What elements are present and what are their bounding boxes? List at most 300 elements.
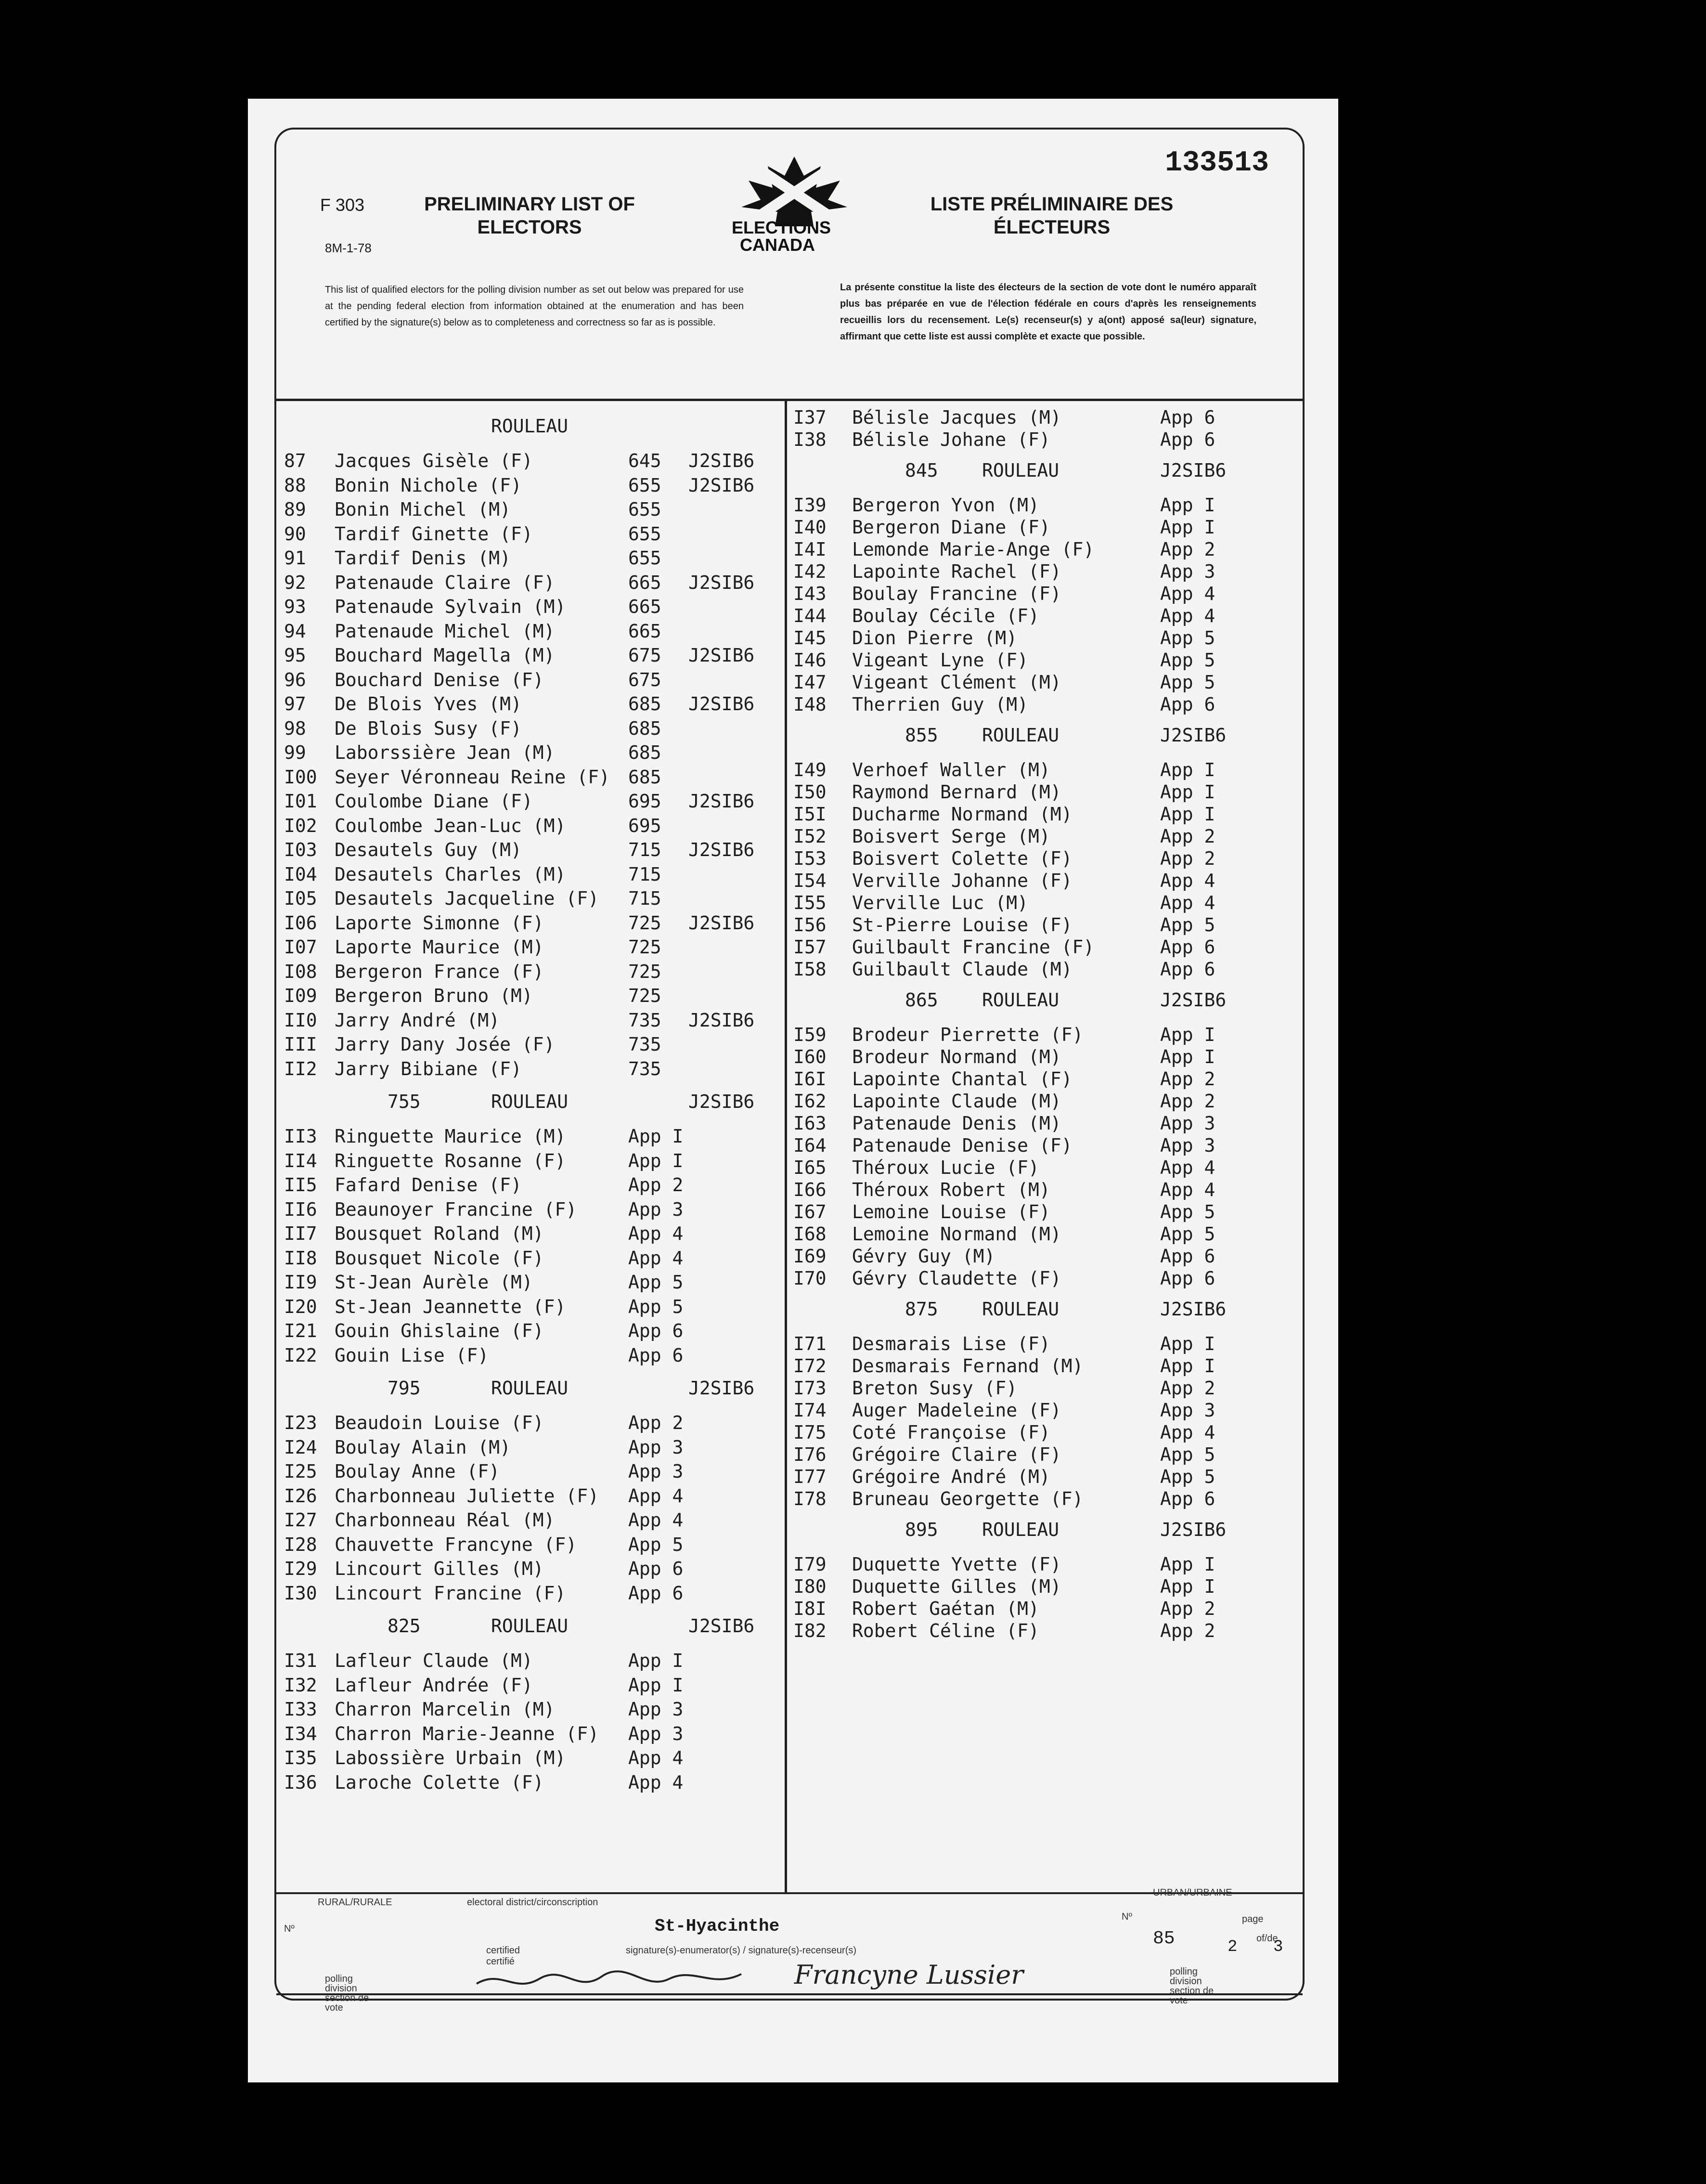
elector-number: I76 [793, 1444, 827, 1465]
elector-name: Boisvert Serge (M) [852, 826, 1050, 847]
civic-number: 895 [905, 1519, 938, 1540]
elector-name: Charbonneau Réal (M) [335, 1509, 555, 1531]
elector-row [279, 523, 785, 545]
elector-row [789, 1378, 1300, 1399]
elector-number: I31 [284, 1650, 317, 1671]
elector-row [789, 1620, 1300, 1641]
elector-row [279, 1558, 785, 1579]
elector-address: App 3 [628, 1461, 684, 1482]
rural-label: RURAL/RURALE [318, 1897, 392, 1908]
elector-name: Bonin Michel (M) [335, 499, 511, 520]
elector-name: Lafleur Andrée (F) [335, 1674, 533, 1696]
elector-row [789, 407, 1300, 428]
elector-number: II8 [284, 1247, 317, 1269]
street-name: ROULEAU [982, 1299, 1060, 1320]
elector-address: 715 [628, 863, 661, 885]
elector-name: Therrien Guy (M) [852, 694, 1029, 715]
elector-number: I77 [793, 1466, 827, 1487]
elector-row [789, 494, 1300, 516]
elector-name: Bergeron Bruno (M) [335, 985, 533, 1006]
elector-number: II3 [284, 1126, 317, 1147]
elector-row [789, 848, 1300, 869]
elector-number: I08 [284, 961, 317, 982]
postal-code: J2SIB6 [1160, 725, 1227, 746]
postal-code: J2SIB6 [1160, 989, 1227, 1011]
elector-address: 735 [628, 1034, 661, 1055]
district-label: electoral district/circonscription [467, 1897, 598, 1908]
elector-row [279, 1772, 785, 1793]
elector-name: Lemoine Louise (F) [852, 1201, 1050, 1222]
page-label: page [1242, 1914, 1264, 1924]
postal-code: J2SIB6 [688, 912, 755, 934]
elector-name: Jarry Bibiane (F) [335, 1058, 522, 1079]
elector-row [789, 1091, 1300, 1112]
elector-number: I67 [793, 1201, 827, 1222]
elector-address: 735 [628, 1009, 661, 1031]
elector-name: Patenaude Denise (F) [852, 1135, 1073, 1156]
elector-number: I79 [793, 1554, 827, 1575]
elector-address: 725 [628, 961, 661, 982]
elector-address: App 2 [1160, 826, 1215, 847]
postal-code: J2SIB6 [688, 1009, 755, 1031]
note-english: This list of qualified electors for the polling division number as set out below was prepared for use at the pending federal election from information obtained at the enumeration and has been certified by the signature(s) below as to completeness and correctness so far as is possible. [325, 285, 744, 328]
elector-number: I8I [793, 1598, 827, 1619]
elector-row [789, 1444, 1300, 1465]
elector-row [279, 1675, 785, 1696]
street-name: ROULEAU [982, 725, 1060, 746]
elector-number: I38 [793, 429, 827, 450]
elector-address: App 4 [628, 1509, 684, 1531]
street-name: ROULEAU [982, 989, 1060, 1011]
street-name: ROULEAU [491, 1615, 569, 1637]
elector-name: Boisvert Colette (F) [852, 848, 1073, 869]
elector-name: Jacques Gisèle (F) [335, 450, 533, 471]
elector-number: I52 [793, 826, 827, 847]
elector-row [789, 561, 1300, 582]
elector-number: I68 [793, 1223, 827, 1245]
elector-address: App 4 [628, 1485, 684, 1507]
elector-address: App 2 [1160, 1378, 1215, 1399]
elector-row [789, 1157, 1300, 1178]
elector-row [789, 627, 1300, 649]
elector-row [279, 1223, 785, 1244]
elector-address: App 5 [1160, 627, 1215, 649]
elector-address: 655 [628, 499, 661, 520]
elector-number: I02 [284, 815, 317, 836]
elector-name: Bouchard Denise (F) [335, 669, 544, 690]
signature-label: signature(s)-enumerator(s) / signature(s)-recenseur(s) [626, 1945, 857, 1956]
elector-row [279, 1534, 785, 1555]
elector-name: Vigeant Clément (M) [852, 672, 1061, 693]
elector-address: App 2 [1160, 848, 1215, 869]
elector-row [789, 1554, 1300, 1575]
elector-address: 735 [628, 1058, 661, 1079]
elector-number: I75 [793, 1422, 827, 1443]
elector-name: Théroux Robert (M) [852, 1179, 1050, 1200]
elector-name: Boulay Alain (M) [335, 1436, 511, 1458]
elector-address: 685 [628, 766, 661, 788]
elector-number: II5 [284, 1174, 317, 1196]
form-date: 8M-1-78 [325, 241, 372, 255]
civic-number: 845 [905, 460, 938, 481]
elector-address: App 6 [1160, 694, 1215, 715]
elector-name: Vigeant Lyne (F) [852, 650, 1029, 671]
elector-name: Desautels Jacqueline (F) [335, 888, 599, 909]
elector-address: 715 [628, 839, 661, 860]
elector-row [789, 1201, 1300, 1222]
elector-address: 675 [628, 669, 661, 690]
elector-row [789, 759, 1300, 780]
elector-name: Lemoine Normand (M) [852, 1223, 1061, 1245]
elector-address: 665 [628, 596, 661, 617]
elector-row [789, 1179, 1300, 1200]
elector-address: App 6 [1160, 959, 1215, 980]
elector-row [279, 815, 785, 836]
elector-address: App 3 [628, 1436, 684, 1458]
elector-name: Lemonde Marie-Ange (F) [852, 539, 1095, 560]
elector-name: Dion Pierre (M) [852, 627, 1018, 649]
elector-address: 655 [628, 474, 661, 496]
elector-address: 685 [628, 742, 661, 763]
elector-number: I55 [793, 892, 827, 913]
elector-name: Desautels Charles (M) [335, 863, 566, 885]
postal-code: J2SIB6 [688, 791, 755, 812]
elector-name: Seyer Véronneau Reine (F) [335, 766, 610, 788]
elector-address: App 4 [628, 1223, 684, 1244]
elector-number: I5I [793, 804, 827, 825]
elector-address: App I [1160, 1355, 1215, 1377]
elector-row [279, 839, 785, 860]
of-label: of/de [1256, 1933, 1278, 1944]
elector-address: App I [1160, 804, 1215, 825]
elector-address: App 6 [628, 1582, 684, 1604]
elector-address: App I [628, 1150, 684, 1171]
elector-name: Coulombe Diane (F) [335, 791, 533, 812]
elector-number: I72 [793, 1355, 827, 1377]
elector-row [789, 826, 1300, 847]
elector-address: App 5 [1160, 672, 1215, 693]
elector-number: I22 [284, 1344, 317, 1366]
elector-row [279, 572, 785, 593]
elector-row [789, 936, 1300, 958]
elector-address: App 5 [1160, 1223, 1215, 1245]
enumerator-signature: Francyne Lussier [794, 1960, 1024, 1990]
elector-name: Charron Marcelin (M) [335, 1699, 555, 1720]
elector-name: Ducharme Normand (M) [852, 804, 1073, 825]
elector-name: St-Pierre Louise (F) [852, 914, 1073, 936]
elector-address: App 3 [1160, 1135, 1215, 1156]
elector-address: 695 [628, 815, 661, 836]
elector-number: 99 [284, 742, 306, 763]
elector-number: I25 [284, 1461, 317, 1482]
elector-number: I21 [284, 1320, 317, 1341]
elector-name: Chauvette Francyne (F) [335, 1534, 577, 1555]
elector-row [279, 1150, 785, 1171]
elector-row [279, 1485, 785, 1507]
elector-number: I70 [793, 1268, 827, 1289]
elector-address: App 2 [628, 1174, 684, 1196]
elector-address: App 4 [1160, 605, 1215, 626]
postal-code: J2SIB6 [1160, 1299, 1227, 1320]
postal-code: J2SIB6 [688, 1378, 755, 1399]
elector-number: I23 [284, 1412, 317, 1433]
elector-row [279, 1320, 785, 1341]
form-number: F 303 [320, 195, 365, 215]
polling-division-number: 85 [1153, 1928, 1175, 1949]
elector-address: App I [1160, 1576, 1215, 1597]
elector-name: Coulombe Jean-Luc (M) [335, 815, 566, 836]
elector-number: I04 [284, 863, 317, 885]
elector-number: I58 [793, 959, 827, 980]
elector-number: III [284, 1034, 317, 1055]
elector-address: 725 [628, 936, 661, 958]
elector-number: I48 [793, 694, 827, 715]
elector-address: App 2 [1160, 1091, 1215, 1112]
elector-number: I69 [793, 1246, 827, 1267]
elector-name: Breton Susy (F) [852, 1378, 1018, 1399]
elector-row [279, 621, 785, 642]
elector-name: Brodeur Pierrette (F) [852, 1024, 1084, 1045]
elector-number: 91 [284, 547, 306, 569]
elector-number: I64 [793, 1135, 827, 1156]
elector-number: I37 [793, 407, 827, 428]
elector-name: Bélisle Johane (F) [852, 429, 1050, 450]
elector-name: Beaudoin Louise (F) [335, 1412, 544, 1433]
elector-number: I36 [284, 1771, 317, 1793]
elector-number: I54 [793, 870, 827, 891]
elector-address: App 6 [1160, 1268, 1215, 1289]
elector-name: Bergeron Yvon (M) [852, 494, 1039, 516]
elector-name: Gévry Guy (M) [852, 1246, 995, 1267]
elector-row [789, 1422, 1300, 1443]
elector-address: 655 [628, 547, 661, 569]
elector-address: App 4 [1160, 1179, 1215, 1200]
elector-name: Charron Marie-Jeanne (F) [335, 1723, 599, 1744]
civic-number: 865 [905, 989, 938, 1011]
elector-row [789, 804, 1300, 825]
logo-text: ELECTIONS CANADA [732, 218, 831, 255]
elector-number: I82 [793, 1620, 827, 1641]
postal-code: J2SIB6 [688, 572, 755, 593]
elector-address: 655 [628, 523, 661, 545]
elector-address: 645 [628, 450, 661, 471]
elector-row [789, 672, 1300, 693]
elector-name: Grégoire Claire (F) [852, 1444, 1061, 1465]
elector-address: App I [628, 1650, 684, 1671]
street-name: ROULEAU [982, 460, 1060, 481]
postal-code: J2SIB6 [688, 450, 755, 471]
elector-row [279, 475, 785, 496]
title-french: LISTE PRÉLIMINAIRE DES ÉLECTEURS [930, 194, 1174, 238]
page-number: 2 [1228, 1938, 1238, 1956]
elector-number: I34 [284, 1723, 317, 1744]
elector-number: I06 [284, 912, 317, 934]
elector-number: II9 [284, 1272, 317, 1293]
street-name: ROULEAU [982, 1519, 1060, 1540]
elector-name: Jarry André (M) [335, 1009, 500, 1031]
elector-name: Fafard Denise (F) [335, 1174, 522, 1196]
elector-row [279, 693, 785, 715]
elector-number: I65 [793, 1157, 827, 1178]
elector-address: App 4 [1160, 583, 1215, 604]
elector-name: Labossière Urbain (M) [335, 1747, 566, 1768]
elector-number: 94 [284, 620, 306, 642]
urban-label: URBAN/URBAINE [1153, 1887, 1232, 1898]
elector-address: App 4 [628, 1247, 684, 1269]
postal-code: J2SIB6 [688, 1091, 755, 1112]
elector-number: I43 [793, 583, 827, 604]
elector-name: Duquette Gilles (M) [852, 1576, 1061, 1597]
elector-name: Bonin Nichole (F) [335, 474, 522, 496]
elector-row [279, 596, 785, 617]
elector-row [279, 645, 785, 666]
elector-name: Desautels Guy (M) [335, 839, 522, 860]
rural-no-label: Nº [284, 1924, 295, 1934]
elector-row [789, 1068, 1300, 1090]
elector-address: App 6 [1160, 936, 1215, 958]
elector-address: App I [1160, 1024, 1215, 1045]
elector-row [789, 892, 1300, 913]
title-english: PRELIMINARY LIST OF ELECTORS [424, 194, 635, 238]
elector-number: I60 [793, 1046, 827, 1067]
footer-rule-bottom [276, 1993, 1303, 1995]
elector-number: I63 [793, 1113, 827, 1134]
elector-row [789, 914, 1300, 936]
elector-number: I28 [284, 1534, 317, 1555]
elector-number: I42 [793, 561, 827, 582]
elector-row [279, 1174, 785, 1196]
elector-address: App 6 [1160, 429, 1215, 450]
elector-address: App I [628, 1126, 684, 1147]
elector-address: App 3 [628, 1723, 684, 1744]
elector-row [279, 1345, 785, 1366]
elector-number: I24 [284, 1436, 317, 1458]
elector-address: App 6 [628, 1344, 684, 1366]
elector-address: App I [1160, 1554, 1215, 1575]
elector-address: 665 [628, 572, 661, 593]
elector-row [279, 1248, 785, 1269]
elector-row [789, 650, 1300, 671]
elector-row [279, 499, 785, 520]
elector-number: 98 [284, 717, 306, 739]
elector-name: Gouin Ghislaine (F) [335, 1320, 544, 1341]
street-name: ROULEAU [491, 416, 569, 437]
elector-number: 92 [284, 572, 306, 593]
postal-code: J2SIB6 [688, 474, 755, 496]
elector-address: App 3 [1160, 1113, 1215, 1134]
elector-row [279, 888, 785, 909]
elector-address: 725 [628, 985, 661, 1006]
elector-address: App I [1160, 1046, 1215, 1067]
elector-number: I32 [284, 1674, 317, 1696]
postal-code: J2SIB6 [688, 693, 755, 715]
elector-row [789, 870, 1300, 891]
elector-number: 90 [284, 523, 306, 545]
elector-row [279, 912, 785, 934]
elector-row [789, 539, 1300, 560]
civic-number: 795 [388, 1378, 421, 1399]
elector-number: I07 [284, 936, 317, 958]
elector-address: App 5 [1160, 1201, 1215, 1222]
elector-row [789, 1488, 1300, 1509]
elector-number: I46 [793, 650, 827, 671]
urban-no-label: Nº [1122, 1911, 1132, 1922]
postal-code: J2SIB6 [1160, 460, 1227, 481]
elector-row [279, 1699, 785, 1720]
elector-row [279, 791, 785, 812]
elector-row [279, 1412, 785, 1433]
elector-name: De Blois Yves (M) [335, 693, 522, 715]
elector-row [789, 429, 1300, 450]
elector-address: App 3 [628, 1699, 684, 1720]
elector-address: App 2 [1160, 1598, 1215, 1619]
elector-address: App 5 [628, 1534, 684, 1555]
elector-number: 96 [284, 669, 306, 690]
elector-row [789, 1113, 1300, 1134]
elector-name: Coté Françoise (F) [852, 1422, 1050, 1443]
postal-code: J2SIB6 [688, 839, 755, 860]
elector-row [789, 1268, 1300, 1289]
civic-number: 755 [388, 1091, 421, 1112]
elector-number: I74 [793, 1400, 827, 1421]
elector-number: I40 [793, 517, 827, 538]
elector-row [789, 1355, 1300, 1377]
elector-address: App 6 [1160, 1246, 1215, 1267]
elector-name: Laroche Colette (F) [335, 1771, 544, 1793]
elector-number: II2 [284, 1058, 317, 1079]
elector-number: II4 [284, 1150, 317, 1171]
elector-number: 89 [284, 499, 306, 520]
elector-row [789, 694, 1300, 715]
elector-number: I6I [793, 1068, 827, 1090]
elector-number: I57 [793, 936, 827, 958]
elector-number: I27 [284, 1509, 317, 1531]
elector-address: App 6 [628, 1320, 684, 1341]
elector-row [279, 1199, 785, 1220]
elector-name: Guilbault Claude (M) [852, 959, 1073, 980]
elector-name: Auger Madeleine (F) [852, 1400, 1061, 1421]
page-total: 3 [1273, 1938, 1283, 1956]
elector-address: App 4 [628, 1771, 684, 1793]
elector-address: App I [1160, 759, 1215, 780]
elector-name: Boulay Cécile (F) [852, 605, 1039, 626]
elector-address: 695 [628, 791, 661, 812]
elector-number: I49 [793, 759, 827, 780]
elector-address: App I [1160, 494, 1215, 516]
elector-name: Bruneau Georgette (F) [852, 1488, 1084, 1509]
elector-address: App 5 [628, 1272, 684, 1293]
elector-name: Bergeron France (F) [335, 961, 544, 982]
elector-address: App 6 [1160, 1488, 1215, 1509]
civic-number: 855 [905, 725, 938, 746]
elector-number: I33 [284, 1699, 317, 1720]
elector-name: Lafleur Claude (M) [335, 1650, 533, 1671]
elector-name: Lincourt Francine (F) [335, 1582, 566, 1604]
elector-row [279, 1437, 785, 1458]
elector-number: II0 [284, 1009, 317, 1031]
elector-number: 88 [284, 474, 306, 496]
elector-address: 675 [628, 645, 661, 666]
elector-address: App 4 [1160, 870, 1215, 891]
elector-name: Beaunoyer Francine (F) [335, 1198, 577, 1220]
column-divider [785, 400, 787, 1892]
civic-number: 875 [905, 1299, 938, 1320]
elector-address: App 2 [628, 1412, 684, 1433]
elector-number: I53 [793, 848, 827, 869]
elector-name: Lincourt Gilles (M) [335, 1558, 544, 1579]
elector-address: App 4 [628, 1747, 684, 1768]
elector-address: 715 [628, 888, 661, 909]
